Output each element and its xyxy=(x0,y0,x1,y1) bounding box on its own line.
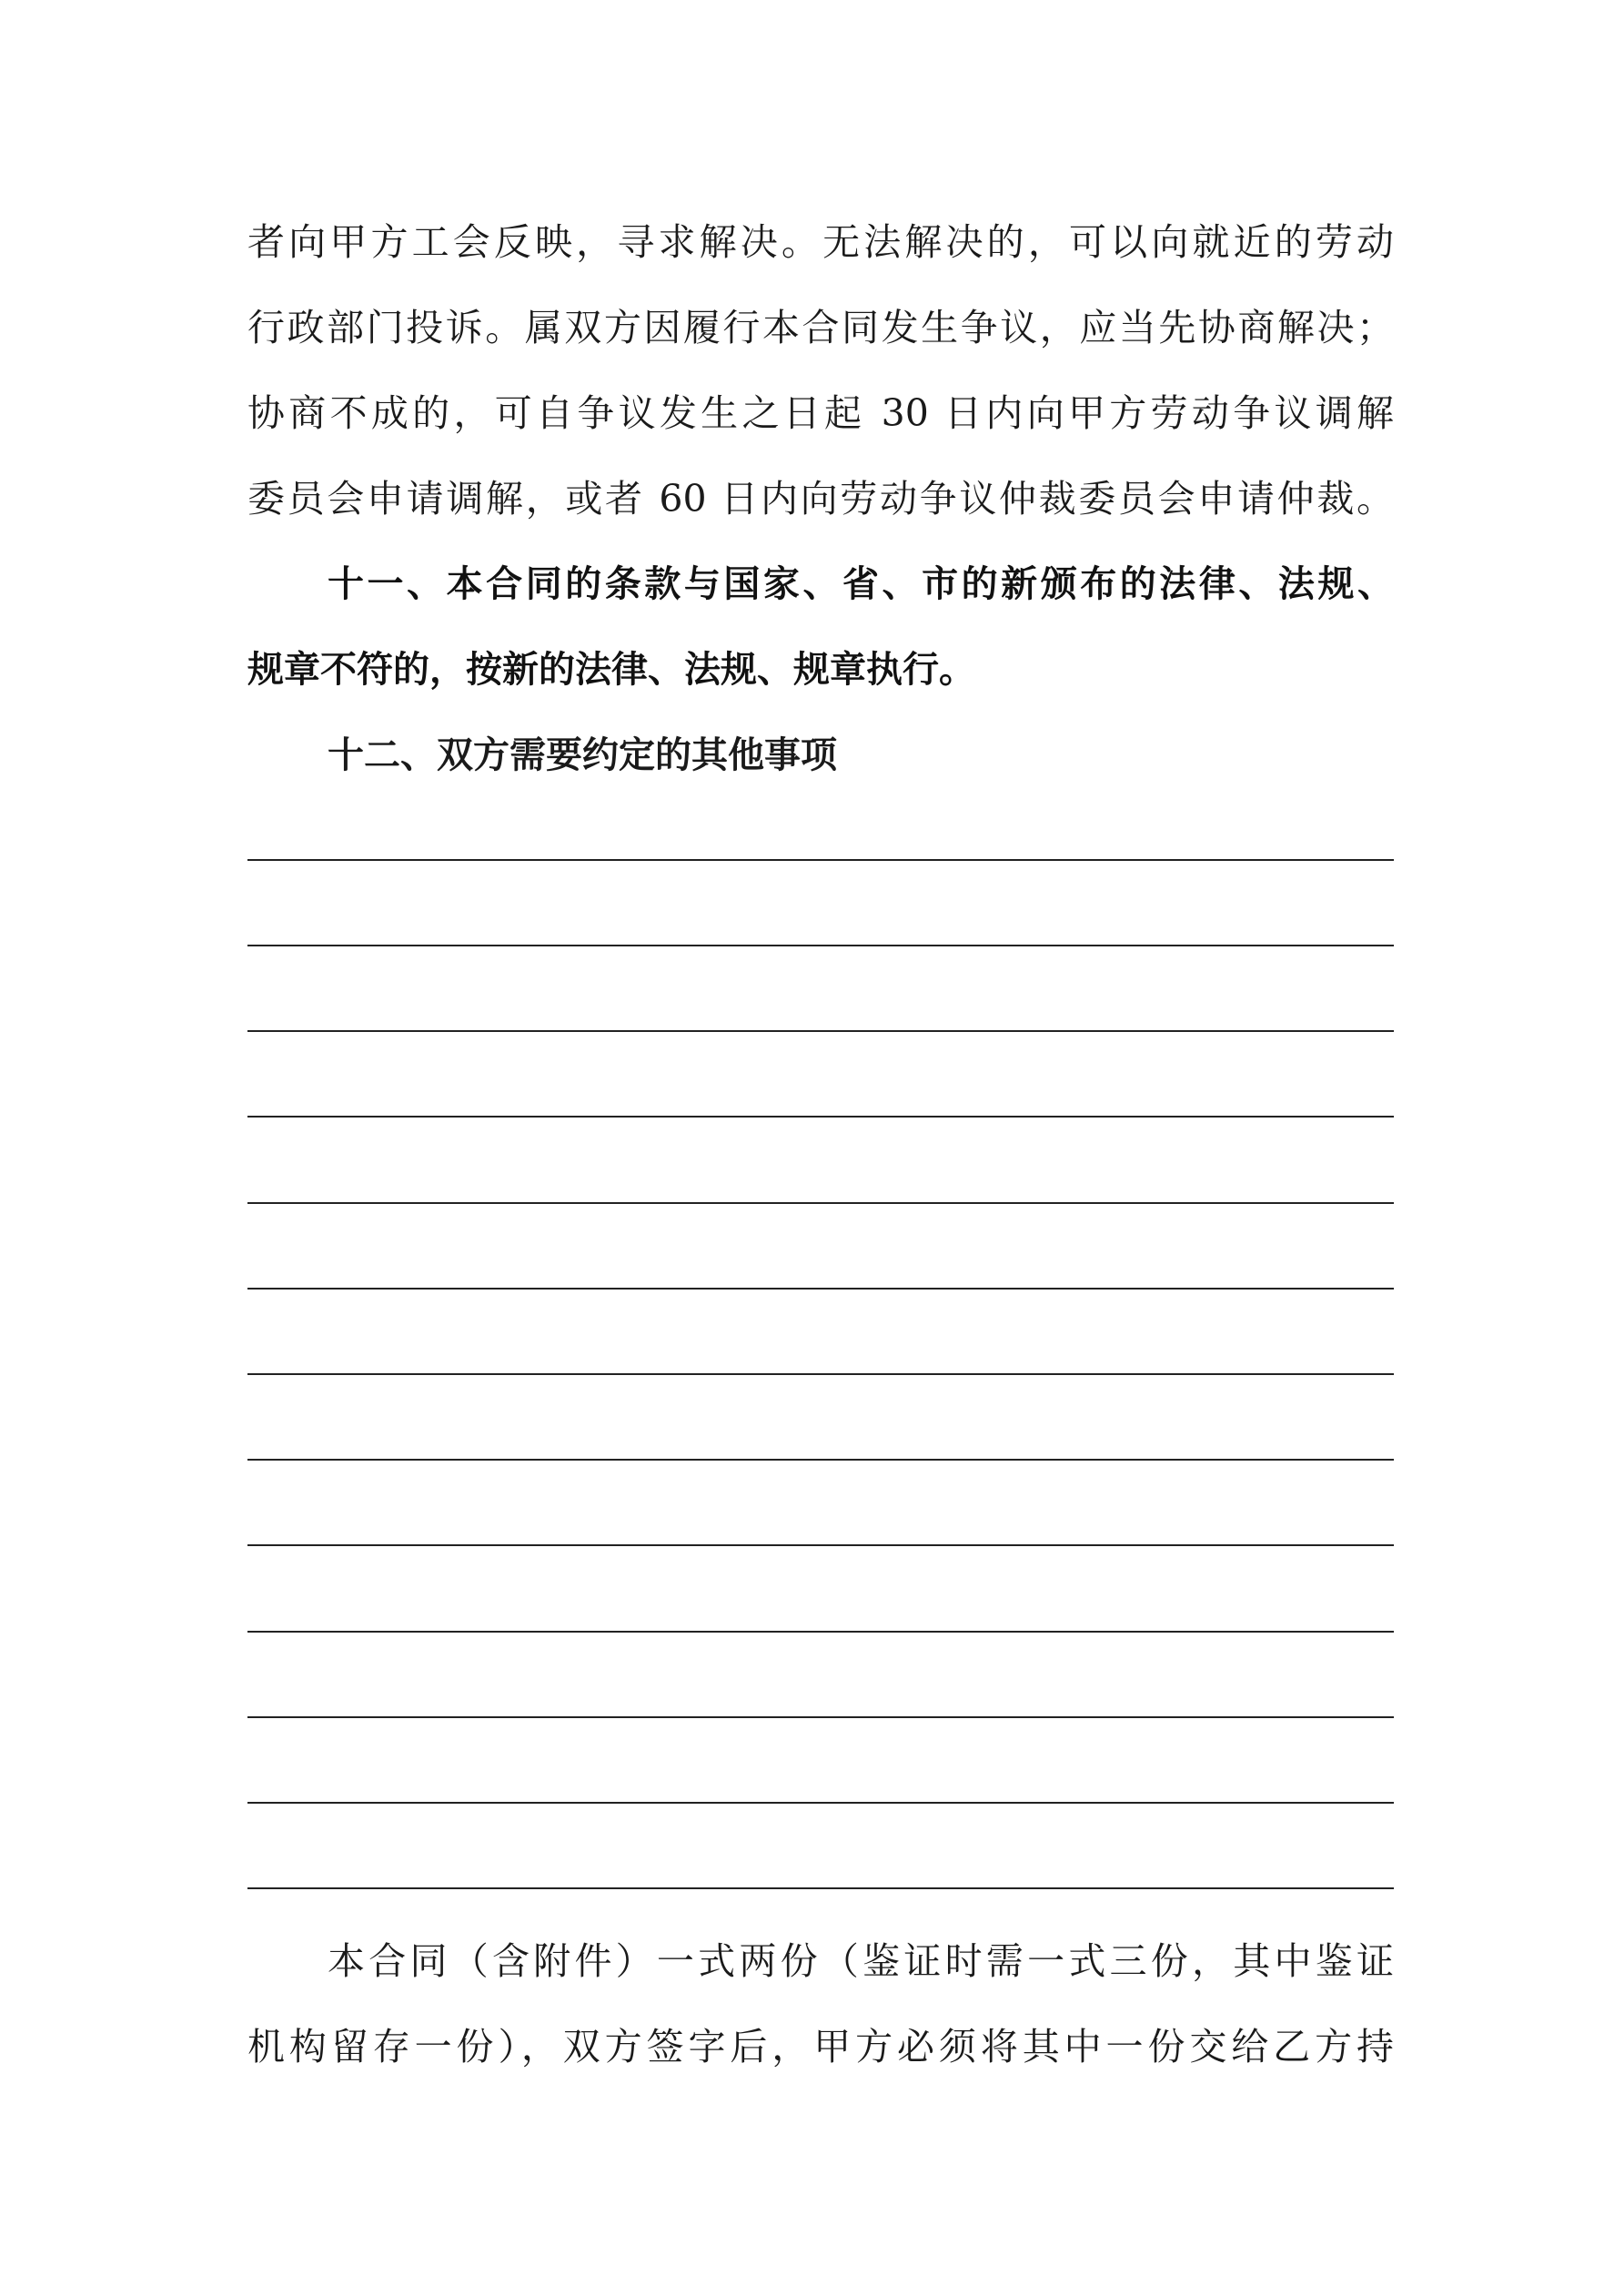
blank-fill-line xyxy=(247,1544,1394,1546)
blank-fill-line xyxy=(247,1631,1394,1633)
paragraph-line: 委员会申请调解，或者 60 日内向劳动争议仲裁委员会申请仲裁。 xyxy=(247,477,1394,521)
paragraph-line: 者向甲方工会反映，寻求解决。无法解决的，可以向就近的劳动 xyxy=(247,220,1394,264)
closing-paragraph-line: 本合同（含附件）一式两份（鉴证时需一式三份，其中鉴证 xyxy=(328,1939,1394,1983)
blank-fill-line xyxy=(247,859,1394,861)
clause-12-heading: 十二、双方需要约定的其他事项 xyxy=(328,734,837,776)
blank-fill-line xyxy=(247,1288,1394,1290)
paragraph-line: 协商不成的，可自争议发生之日起 30 日内向甲方劳动争议调解 xyxy=(247,391,1394,435)
blank-fill-line xyxy=(247,1202,1394,1204)
blank-fill-line xyxy=(247,1716,1394,1718)
blank-fill-line xyxy=(247,1887,1394,1889)
closing-paragraph-line: 机构留存一份），双方签字后，甲方必须将其中一份交给乙方持 xyxy=(247,2025,1394,2068)
blank-fill-line xyxy=(247,1116,1394,1118)
blank-fill-line xyxy=(247,1459,1394,1461)
blank-fill-line xyxy=(247,1802,1394,1804)
blank-fill-line xyxy=(247,945,1394,946)
paragraph-line: 行政部门投诉。属双方因履行本合同发生争议，应当先协商解决； xyxy=(247,306,1394,349)
blank-fill-line xyxy=(247,1030,1394,1032)
blank-fill-line xyxy=(247,1373,1394,1375)
clause-11-line: 规章不符的，按新的法律、法规、规章执行。 xyxy=(247,649,975,691)
clause-11-line: 十一、本合同的条款与国家、省、市的新颁布的法律、法规、 xyxy=(328,563,1394,605)
